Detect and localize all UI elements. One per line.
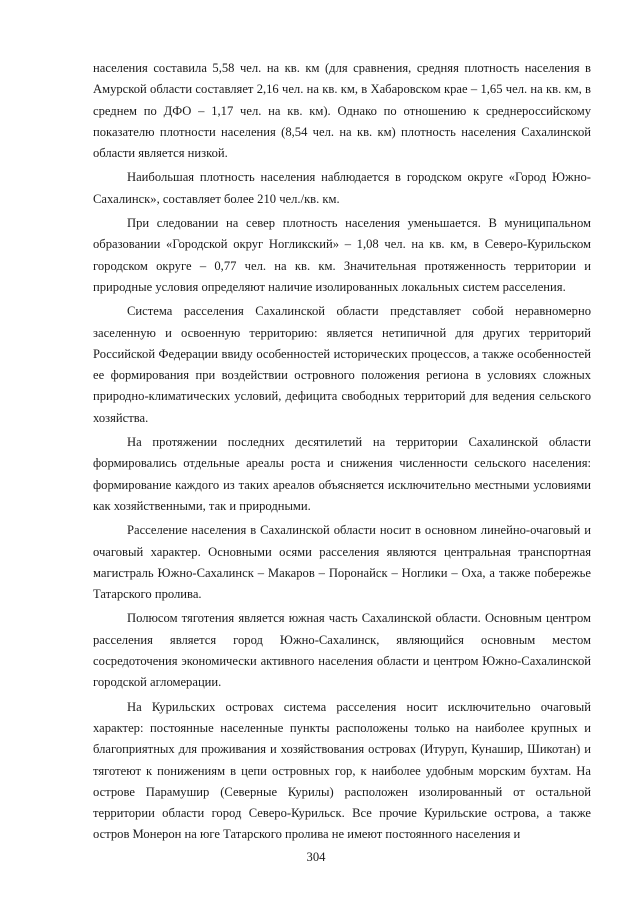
body-text xyxy=(93,58,591,849)
paragraph-north-density: При следовании на север плотность населения уменьшается. В муниципальном образовании «Городской округ Ногликский» – 1,08 чел. на кв. км, в Северо-Курильском городском округе – 0,77 чел. на кв. км. Значительная протяженность территории и природные условия определяют наличие изолированных локальных систем расселения. xyxy=(93,216,591,294)
paragraph-settlement-system: Система расселения Сахалинской области представляет собой неравномерно заселенную и освоенную территорию: является нетипичной для других территорий Российской Федерации ввиду особенностей исторических процессов, а также особенностей ее формирования при воздействии островного положения региона в условиях сложных природно-климатических условий, дефицита свободных территорий для ведения сельского хозяйства. xyxy=(93,304,591,425)
paragraph-kuril-islands: На Курильских островах система расселения носит исключительно очаговый характер: постоянные населенные пункты расположены только на наиболее крупных и благоприятных для проживания и хозяйствования островах (Итуруп, Кунашир, Шикотан) и тяготеют к понижениям в цепи островных гор, к наиболее удобным морским бухтам. На острове Парамушир (Северные Курилы) расположен изолированный от остальной территории области город Северо-Курильск. Все прочие Курильские острова, а также остров Монерон на юге Татарского пролива не имеют постоянного населения и xyxy=(93,699,591,842)
paragraph-population-density: населения составила 5,58 чел. на кв. км (для сравнения, средняя плотность населения в Амурской области составляет 2,16 чел. на кв. км, в Хабаровском крае – 1,65 чел. на кв. км, в среднем по ДФО – 1,17 чел. на кв. км). Однако по отношению к среднероссийскому показателю плотности населения (8,54 чел. на кв. км) плотность населения Сахалинской области является низкой. xyxy=(93,61,591,161)
paragraph-attraction-pole: Полюсом тяготения является южная часть Сахалинской области. Основным центром расселения является город Южно-Сахалинск, являющийся основным местом сосредоточения экономически активного населения области и центром Южно-Сахалинской городской агломерации. xyxy=(93,611,591,690)
page-number: 304 xyxy=(306,850,326,864)
paragraph-highest-density: Наибольшая плотность населения наблюдается в городском округе «Город Южно-Сахалинск», составляет более 210 чел./кв. км. xyxy=(93,170,591,206)
paragraph-rural-areas: На протяжении последних десятилетий на территории Сахалинской области формировались отдельные ареалы роста и снижения численности сельского населения: формирование каждого из таких ареалов объясняется исключительно местными условиями как хозяйственными, так и природными. xyxy=(93,435,591,513)
paragraph-linear-focal: Расселение населения в Сахалинской области носит в основном линейно-очаговый и очаговый характер. Основными осями расселения являются центральная транспортная магистраль Южно-Сахалинск – Макаров – Поронайск – Ноглики – Оха, а также побережье Татарского пролива. xyxy=(93,523,591,602)
